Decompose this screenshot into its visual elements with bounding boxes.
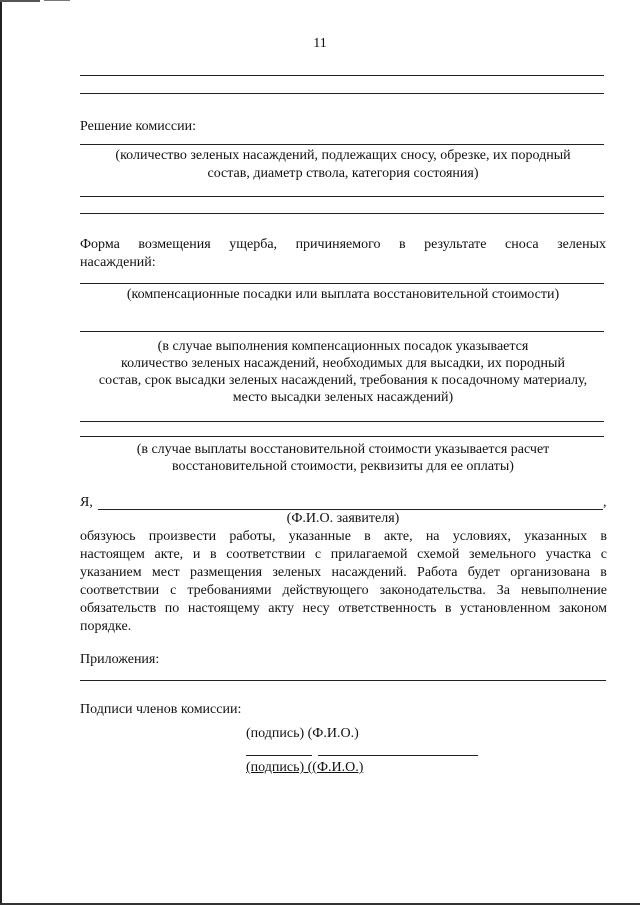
word: Форма <box>80 237 120 252</box>
word: работы, <box>229 529 276 544</box>
obligation-line-2 <box>80 546 607 563</box>
word: действующего <box>282 583 369 598</box>
blank-line <box>80 75 604 76</box>
signature-name-line <box>318 755 478 756</box>
blank-line <box>80 283 604 284</box>
word: по <box>164 601 180 616</box>
word: За <box>496 583 510 598</box>
signature-line <box>246 755 312 756</box>
signature-entry-2: (подпись) ((Ф.И.О.) <box>246 760 364 775</box>
word: акту <box>268 601 295 616</box>
planting-caption-4: место высадки зеленых насаждений) <box>232 390 454 405</box>
word: акте, <box>154 547 184 562</box>
word: Работа <box>417 565 458 580</box>
word: акте, <box>383 529 413 544</box>
word: сноса <box>504 237 539 252</box>
word: размещения <box>189 565 263 580</box>
obligation-line-5 <box>80 600 607 617</box>
page-left-edge <box>0 0 2 905</box>
word: в <box>444 601 452 616</box>
word: ответственность <box>338 601 437 616</box>
compensation-caption: (компенсационные посадки или выплата восстановительной стоимости) <box>126 287 560 302</box>
obligation-line-3 <box>80 564 607 581</box>
word: соответствии <box>226 547 306 562</box>
obligation-line-6: порядке. <box>80 619 132 634</box>
word: указанные <box>288 529 351 544</box>
word: настоящему <box>187 601 260 616</box>
blank-line <box>80 680 606 681</box>
word: зеленых <box>272 565 322 580</box>
word: будет <box>467 565 500 580</box>
word: требованиями <box>187 583 272 598</box>
word: в <box>600 565 607 580</box>
blank-line <box>80 331 604 332</box>
planting-caption-3: состав, срок высадки зеленых насаждений, требования к посадочному материалу, <box>98 373 588 388</box>
word: произвести <box>148 529 217 544</box>
blank-line <box>80 436 604 437</box>
applicant-prefix: Я, <box>80 495 93 510</box>
word: соответствии <box>80 583 160 598</box>
word: результате <box>424 237 487 252</box>
word: возмещения <box>138 237 211 252</box>
blank-line <box>80 421 604 422</box>
word: настоящем <box>80 547 145 562</box>
payment-caption-1: (в случае выплаты восстановительной стоимости указывается расчет <box>136 442 550 457</box>
signatures-label: Подписи членов комиссии: <box>80 702 242 717</box>
applicant-caption: (Ф.И.О. заявителя) <box>286 511 400 526</box>
blank-line <box>80 144 604 145</box>
word: с <box>600 547 607 562</box>
word: организована <box>510 565 590 580</box>
word: участка <box>545 547 592 562</box>
page-top-edge <box>0 0 40 2</box>
planting-caption-1: (в случае выполнения компенсационных посадок указывается <box>157 339 529 354</box>
word: обязательств <box>80 601 157 616</box>
commission-decision-caption-1: (количество зеленых насаждений, подлежащих сносу, обрезке, их породный <box>115 148 571 163</box>
obligation-line-4 <box>80 582 607 599</box>
payment-caption-2: восстановительной стоимости, реквизиты для ее оплаты) <box>172 459 514 474</box>
page-number: 11 <box>313 36 327 51</box>
word: законодательства. <box>379 583 486 598</box>
attachments-label: Приложения: <box>80 652 160 667</box>
word: в <box>364 529 371 544</box>
word: мест <box>151 565 180 580</box>
word: с <box>314 547 322 562</box>
word: ущерба, <box>229 237 278 252</box>
applicant-suffix: , <box>603 495 607 510</box>
word: условиях, <box>452 529 511 544</box>
planting-caption-2: количество зеленых насаждений, необходимых для высадки, их породный <box>121 356 565 371</box>
word: насаждений. <box>331 565 407 580</box>
word: земельного <box>468 547 537 562</box>
page-top-edge-fragment <box>44 0 70 1</box>
commission-decision-caption-2: состав, диаметр ствола, категория состояния) <box>207 166 479 181</box>
word: и <box>192 547 201 562</box>
word: причиняемого <box>295 237 381 252</box>
blank-line <box>80 93 604 94</box>
blank-line <box>80 196 604 197</box>
word: в <box>209 547 217 562</box>
word: указанных <box>524 529 588 544</box>
word: с <box>170 583 177 598</box>
word: зеленых <box>557 237 606 252</box>
word: в <box>399 237 406 252</box>
signature-entry-1: (подпись) (Ф.И.О.) <box>246 726 359 741</box>
compensation-label-line1 <box>80 236 606 253</box>
obligation-line-1 <box>80 528 607 545</box>
word: несу <box>302 601 330 616</box>
word: обязуюсь <box>80 529 136 544</box>
word: установленном <box>460 601 551 616</box>
word: невыполнение <box>521 583 607 598</box>
word: на <box>425 529 440 544</box>
word: прилагаемой <box>330 547 408 562</box>
compensation-label-line2: насаждений: <box>80 255 156 270</box>
word: законом <box>559 601 607 616</box>
word: указанием <box>80 565 142 580</box>
commission-decision-label: Решение комиссии: <box>80 119 196 134</box>
blank-line <box>80 213 604 214</box>
word: схемой <box>417 547 460 562</box>
word: в <box>600 529 607 544</box>
